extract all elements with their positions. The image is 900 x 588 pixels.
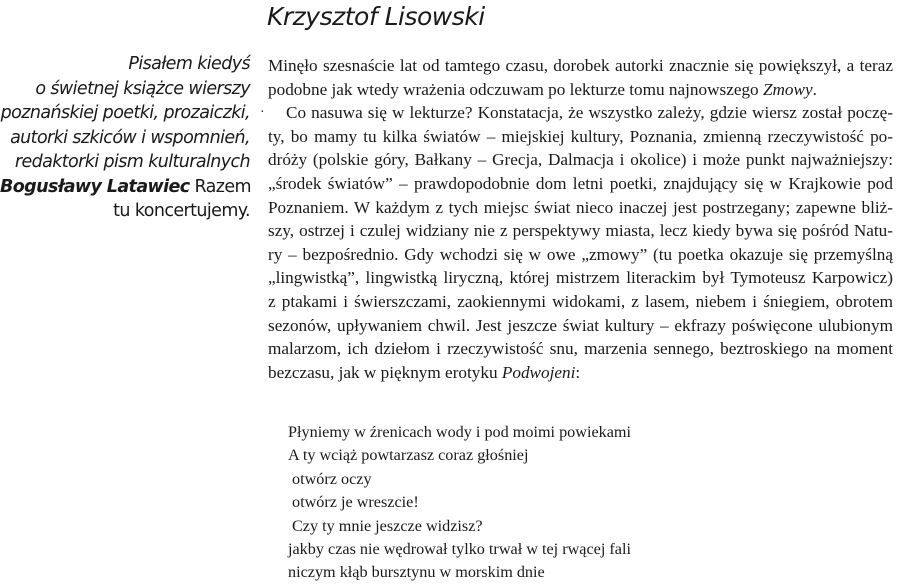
body-line-text: bezczasu, jak w pięknym erotyku	[268, 362, 502, 382]
punctuation: :	[575, 362, 581, 382]
body-line: Poznaniem. W każdym z tych miejsc świat nieco inaczej jest postrzegany; zapewne bliż-	[268, 197, 893, 217]
poem-line: otwórz oczy	[292, 469, 372, 488]
punctuation: .	[812, 79, 817, 99]
sidebar-line: Pisałem kiedyś	[128, 54, 250, 74]
body-line: szy, ostrzej i czulej widziany nie z perspektywy miasta, lecz kiedy bywa się pośród Natu-	[268, 221, 893, 241]
body-line: z ptakami i świerszczami, zaokiennymi widokami, z lasem, niebem i śniegiem, obrotem	[268, 291, 893, 311]
poem-quote	[288, 421, 631, 585]
poem-title: Podwojeni	[501, 362, 576, 382]
sidebar-line: tu koncertujemy.	[113, 201, 250, 221]
sidebar-line: redaktorki pism kulturalnych	[14, 152, 250, 172]
sidebar-name-line	[0, 175, 250, 200]
author-name: Krzysztof Lisowski	[267, 2, 485, 31]
poem-line: jakby czas nie wędrował tylko trwał w tej rwącej fali	[288, 540, 631, 559]
body-line: sezonów, upływaniem chwil. Jest jeszcze świat kultury – ekfrazy poświęcone ulubionym	[268, 315, 893, 335]
poet-name: Bogusławy Latawiec	[0, 176, 190, 197]
bullet-dot: ·	[260, 105, 265, 121]
poem-line: Płyniemy w źrenicach wody i pod moimi powiekami	[288, 423, 632, 441]
body-line-text: Co nasuwa się w lekturze? Konstatacja, że wszystko zależy, gdzie wiersz został poczę-	[286, 103, 893, 123]
body-line	[260, 101, 893, 125]
body-line: malarzom, ich dziełom i rzeczywistość snu, marzenia sennego, beztroskiego na moment	[268, 339, 893, 359]
poem-line: niczym kłąb bursztynu w morskim dnie	[288, 563, 545, 582]
body-line: ry – bezpośrednio. Gdy wchodzi się w owe „zmowy” (tu poetka okazuje się przemyślną	[268, 244, 893, 264]
sidebar-line: o świetnej książce wierszy	[35, 78, 250, 99]
poem-line: otwórz je wreszcie!	[292, 493, 419, 512]
body-line	[268, 361, 893, 385]
poem-line: Czy ty mnie jeszcze widzisz?	[292, 516, 483, 535]
sidebar-note	[0, 52, 250, 224]
sidebar-line: poznańskiej poetki, prozaiczki,	[0, 103, 250, 123]
sidebar-name-suffix: Razem	[189, 176, 252, 197]
body-line: dróży (polskie góry, Bałkany – Grecja, Dalmacja i okolice) i może punkt najważniejszy:	[268, 150, 893, 170]
sidebar-line: autorki szkiców i wspomnień,	[10, 127, 250, 148]
body-line: Minęło szesnaście lat od tamtego czasu, dorobek autorki znacznie się powiększył, a teraz	[268, 56, 893, 75]
body-line	[268, 78, 893, 102]
body-line: „lingwistką”, lingwistką liryczną, której mistrzem literackim był Tymoteusz Karpowicz)	[268, 268, 893, 288]
body-line-text: podobne jak wtedy wrażenia odczuwam po lekturze tomu najnowszego	[268, 79, 763, 99]
body-line: ty, bo mamy tu kilka światów – miejskiej kultury, Poznania, zmienną rzeczywistość po-	[268, 126, 893, 146]
book-title: Zmowy	[762, 79, 813, 99]
poem-line: A ty wciąż powtarzasz coraz głośniej	[288, 446, 529, 465]
body-line: „środek światów” – prawdopodobnie dom letni poetki, znajdujący się w Krajkowie pod	[268, 173, 893, 193]
article-body	[260, 54, 893, 384]
